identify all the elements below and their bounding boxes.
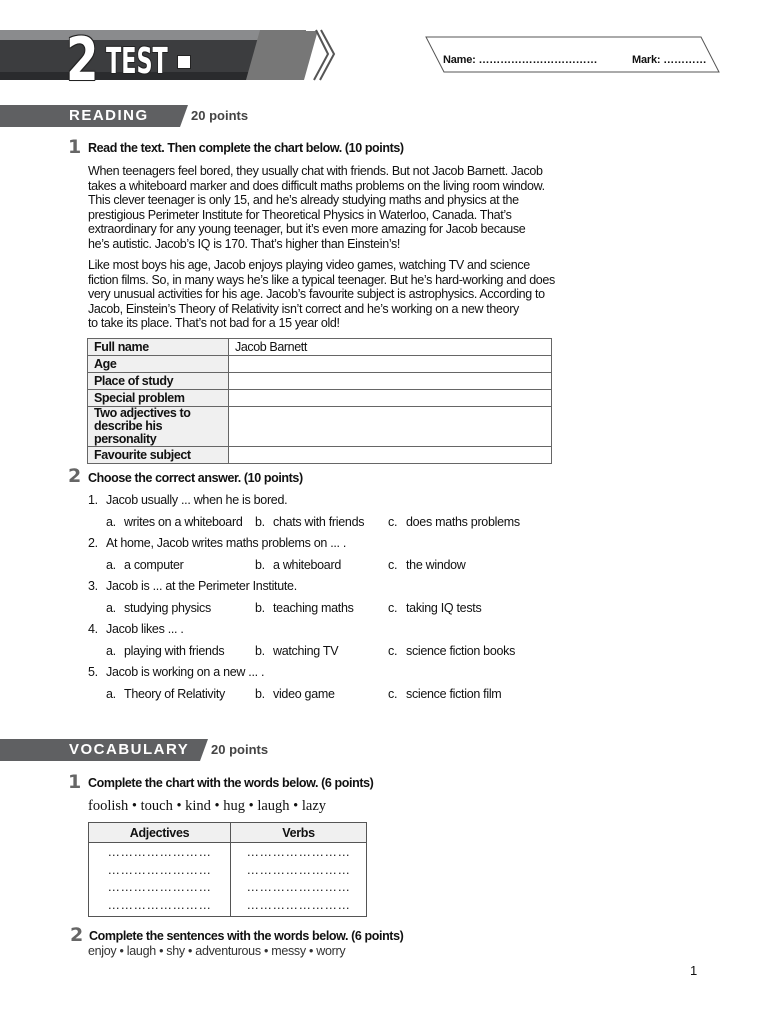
exercise-instruction: Complete the chart with the words below. (6 points) <box>88 776 374 790</box>
table-row <box>88 390 552 407</box>
table-row <box>88 356 552 373</box>
option-b[interactable]: teaching maths <box>273 601 354 615</box>
option-b[interactable]: a whiteboard <box>273 558 341 572</box>
profile-chart <box>87 338 552 464</box>
option-c[interactable]: science fiction books <box>406 644 516 658</box>
exercise-number: 1 <box>68 771 82 793</box>
test-square-icon <box>177 55 191 69</box>
question: 3. Jacob is ... at the Perimeter Institute. <box>88 579 297 593</box>
reading-paragraph-2: Like most boys his age, Jacob enjoys playing video games, watching TV and science fiction films. So, in many ways he’s like a typical teenager. But he’s hard-working and does very unusual activities for his age. Jacob’s favourite subject is astrophysics. According to Jacob, Einstein’s Theory of Relativity isn’t correct and he’s working on a new theory to take its place. That’s not bad for a 15 year old! <box>88 258 555 330</box>
vocabulary-points: 20 points <box>211 742 269 757</box>
page-number: 1 <box>690 963 698 978</box>
option-b[interactable]: video game <box>273 687 335 701</box>
exercise-instruction: Complete the sentences with the words below. (6 points) <box>89 929 404 943</box>
test-title: TEST <box>106 41 168 82</box>
table-row <box>88 339 552 356</box>
answer-options: a. playing with friends b. watching TV c. science fiction books <box>106 644 516 658</box>
question: 4. Jacob likes ... . <box>88 622 184 636</box>
vocabulary-section-title: VOCABULARY <box>69 741 190 758</box>
option-a[interactable]: a computer <box>124 558 184 572</box>
header-banner <box>0 28 340 84</box>
row-label: Special problem <box>88 390 229 407</box>
option-b[interactable]: watching TV <box>273 644 339 658</box>
question: 1. Jacob usually ... when he is bored. <box>88 493 288 507</box>
table-row <box>88 373 552 390</box>
answer-options: a. a computer b. a whiteboard c. the window <box>106 558 466 572</box>
word-bank: enjoy • laugh • shy • adventurous • messy • worry <box>88 944 346 958</box>
row-label: Age <box>88 356 229 373</box>
exercise-number: 1 <box>68 136 82 158</box>
question: 2. At home, Jacob writes maths problems on ... . <box>88 536 347 550</box>
answer-cell[interactable] <box>229 390 552 407</box>
option-b[interactable]: chats with friends <box>273 515 365 529</box>
answer-cell[interactable]: Jacob Barnett <box>229 339 552 356</box>
option-a[interactable]: writes on a whiteboard <box>124 515 243 529</box>
verbs-answers[interactable]: …………………… …………………… …………………… …………………… <box>231 843 367 917</box>
answer-cell[interactable] <box>229 373 552 390</box>
option-a[interactable]: Theory of Relativity <box>124 687 225 701</box>
row-label: Place of study <box>88 373 229 390</box>
question: 5. Jacob is working on a new ... . <box>88 665 265 679</box>
answer-cell[interactable] <box>229 407 552 447</box>
answer-options: a. Theory of Relativity b. video game c. science fiction film <box>106 687 502 701</box>
test-number: 2 <box>66 25 98 95</box>
answer-options: a. writes on a whiteboard b. chats with friends c. does maths problems <box>106 515 520 529</box>
name-field[interactable]: Name: …………………………… <box>443 54 598 66</box>
word-bank: foolish • touch • kind • hug • laugh • lazy <box>88 798 327 814</box>
reading-paragraph-1: When teenagers feel bored, they usually chat with friends. But not Jacob Barnett. Jacob takes a whiteboard marker and does difficult maths problems on the living room window. This clever teenager is only 15, and he’s already studying maths and physics at the prestigious Perimeter Institute for Theoretical Physics in Waterloo, Canada. That’s extraordinary for any young teenager, but it’s even more amazing for Jacob because he’s autistic. Jacob’s IQ is 170. That’s higher than Einstein’s! <box>88 164 545 251</box>
table-row <box>88 407 552 447</box>
answer-cell[interactable] <box>229 447 552 464</box>
exercise-instruction: Choose the correct answer. (10 points) <box>88 471 303 485</box>
row-label: Favourite subject <box>88 447 229 464</box>
row-label: Two adjectives to describe his personality <box>88 407 229 447</box>
adjectives-verbs-chart <box>88 822 367 917</box>
column-header: Verbs <box>231 823 367 843</box>
table-row <box>88 447 552 464</box>
row-label: Full name <box>88 339 229 356</box>
option-c[interactable]: the window <box>406 558 466 572</box>
column-header: Adjectives <box>89 823 231 843</box>
question-list <box>88 493 558 708</box>
option-c[interactable]: taking IQ tests <box>406 601 482 615</box>
answer-cell[interactable] <box>229 356 552 373</box>
adjectives-answers[interactable]: …………………… …………………… …………………… …………………… <box>89 843 231 917</box>
exercise-number: 2 <box>70 924 84 946</box>
option-c[interactable]: does maths problems <box>406 515 520 529</box>
option-c[interactable]: science fiction film <box>406 687 502 701</box>
exercise-instruction: Read the text. Then complete the chart below. (10 points) <box>88 141 404 155</box>
option-a[interactable]: studying physics <box>124 601 211 615</box>
reading-points: 20 points <box>191 108 249 123</box>
answer-options: a. studying physics b. teaching maths c. taking IQ tests <box>106 601 482 615</box>
option-a[interactable]: playing with friends <box>124 644 225 658</box>
mark-field[interactable]: Mark: ………… <box>632 54 707 66</box>
exercise-number: 2 <box>68 465 82 487</box>
reading-section-title: READING <box>69 107 149 124</box>
